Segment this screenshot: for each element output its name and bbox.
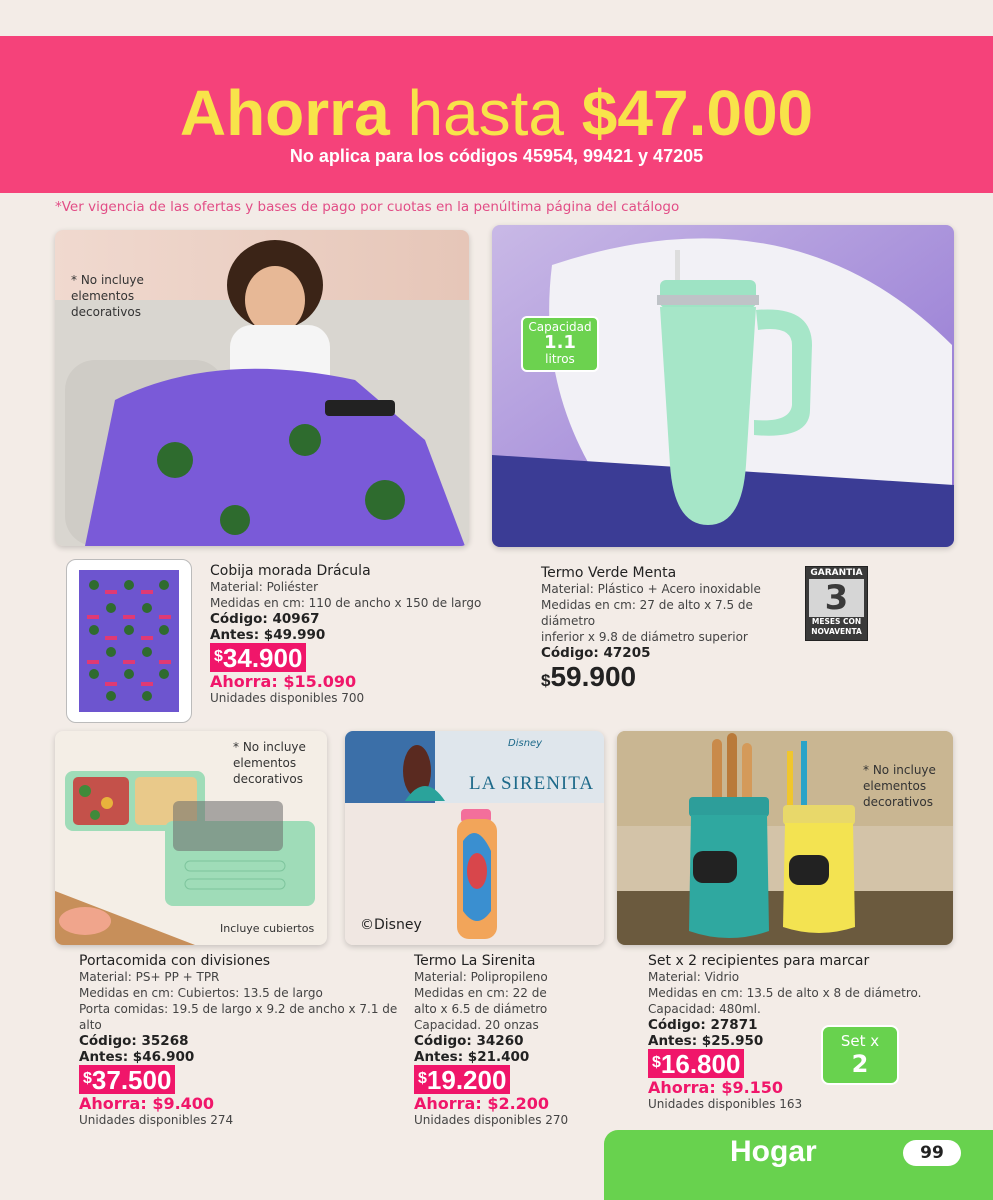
set-label: Set x	[840, 1032, 880, 1050]
product-name: Cobija morada Drácula	[210, 563, 371, 579]
product-units: Unidades disponibles 274	[79, 1113, 234, 1127]
product-price: 34.900	[222, 643, 303, 673]
product-medidas-2: inferior x 9.8 de diámetro superior	[541, 630, 748, 644]
product-price-tag	[648, 1049, 744, 1078]
product-antes: Antes: $46.900	[79, 1049, 195, 1065]
capacidad-unit: litros	[545, 352, 575, 366]
cobija-photo	[55, 230, 469, 546]
banner-subhead: No aplica para los códigos 45954, 99421 y 47205	[289, 146, 704, 166]
product-codigo: Código: 40967	[210, 611, 320, 627]
headline-bold: Ahorra	[179, 77, 390, 149]
cobija-thumbnail	[66, 559, 192, 723]
product-price: 59.900	[550, 661, 637, 692]
cubiertos-note: Incluye cubiertos	[220, 922, 315, 935]
headline-light: hasta	[407, 77, 565, 149]
currency-symbol: $	[83, 1070, 92, 1087]
product-termo-verde	[541, 565, 801, 697]
portacomida-no-decor-note: * No incluye elementos decorativos	[233, 740, 306, 786]
currency-symbol: $	[652, 1054, 661, 1071]
termo-verde-photo	[492, 225, 954, 547]
product-price: 16.800	[660, 1049, 741, 1079]
banner-headline	[0, 78, 993, 148]
product-medidas: Medidas en cm: 110 de ancho x 150 de largo	[210, 596, 482, 610]
product-material: Material: Vidrio	[648, 970, 740, 984]
product-codigo: Código: 47205	[541, 645, 651, 661]
product-material: Material: Polipropileno	[414, 970, 548, 984]
currency-symbol: $	[541, 671, 551, 690]
product-name: Termo Verde Menta	[541, 565, 677, 581]
product-price: 37.500	[91, 1065, 172, 1095]
headline-amount: $47.000	[581, 77, 814, 149]
product-name: Portacomida con divisiones	[79, 953, 271, 969]
product-units: Unidades disponibles 700	[210, 691, 365, 705]
sirenita-title: LA SIRENITA	[469, 773, 595, 794]
product-ahorra: Ahorra: $9.400	[79, 1094, 215, 1113]
product-price-tag	[541, 661, 801, 697]
product-codigo: Código: 35268	[79, 1033, 189, 1049]
garantia-sub-2: NOVAVENTA	[811, 627, 862, 636]
sirenita-brand: Disney	[508, 738, 543, 749]
product-price-tag	[210, 643, 306, 672]
currency-symbol: $	[214, 648, 223, 665]
sirenita-photo	[345, 731, 604, 945]
product-units: Unidades disponibles 270	[414, 1113, 569, 1127]
product-codigo: Código: 34260	[414, 1033, 524, 1049]
disney-copyright: ©Disney	[360, 917, 422, 933]
product-medidas-1: Medidas en cm: 22 de	[414, 986, 547, 1000]
product-ahorra: Ahorra: $2.200	[414, 1094, 550, 1113]
garantia-badge	[805, 566, 868, 641]
product-medidas-1: Medidas en cm: 27 de alto x 7.5 de diámetro	[541, 598, 753, 628]
product-price-tag	[414, 1065, 510, 1094]
currency-symbol: $	[418, 1070, 427, 1087]
cobija-no-decor-note: * No incluye elementos decorativos	[71, 273, 144, 319]
recipientes-no-decor-note: * No incluye elementos decorativos	[863, 763, 936, 809]
product-name: Termo La Sirenita	[414, 953, 536, 969]
product-name: Set x 2 recipientes para marcar	[648, 953, 870, 969]
section-label: Hogar	[730, 1135, 817, 1168]
product-capacidad: Capacidad: 480ml.	[648, 1002, 761, 1016]
product-price: 19.200	[426, 1065, 507, 1095]
product-material: Material: Plástico + Acero inoxidable	[541, 582, 761, 596]
product-medidas-2: alto x 6.5 de diámetro	[414, 1002, 548, 1016]
product-medidas-1: Medidas en cm: Cubiertos: 13.5 de largo	[79, 986, 323, 1000]
capacidad-badge	[521, 316, 599, 372]
product-units: Unidades disponibles 163	[648, 1097, 803, 1111]
product-capacidad: Capacidad. 20 onzas	[414, 1018, 539, 1032]
disclaimer-text: *Ver vigencia de las ofertas y bases de pago por cuotas en la penúltima página del catálogo	[55, 199, 680, 215]
garantia-value: 3	[809, 579, 864, 617]
set-badge	[821, 1025, 899, 1085]
recipientes-photo	[617, 731, 953, 945]
capacidad-value: 1.1	[544, 332, 576, 353]
product-medidas-2: Porta comidas: 19.5 de largo x 9.2 de ancho x 7.1 de alto	[79, 1002, 398, 1032]
product-termo-sirenita	[414, 953, 604, 1127]
set-value: 2	[851, 1050, 869, 1078]
product-ahorra: Ahorra: $15.090	[210, 672, 357, 691]
product-material: Material: PS+ PP + TPR	[79, 970, 220, 984]
product-antes: Antes: $21.400	[414, 1049, 530, 1065]
product-material: Material: Poliéster	[210, 580, 319, 594]
product-codigo: Código: 27871	[648, 1017, 758, 1033]
portacomida-photo	[55, 731, 327, 945]
product-antes: Antes: $49.990	[210, 627, 326, 643]
product-medidas: Medidas en cm: 13.5 de alto x 8 de diámetro.	[648, 986, 922, 1000]
garantia-sub-1: MESES CON	[811, 617, 862, 626]
capacidad-label: Capacidad	[528, 320, 592, 334]
product-antes: Antes: $25.950	[648, 1033, 764, 1049]
page-number: 99	[903, 1140, 961, 1166]
garantia-label: GARANTIA	[810, 568, 863, 578]
product-price-tag	[79, 1065, 175, 1094]
product-ahorra: Ahorra: $9.150	[648, 1078, 784, 1097]
product-portacomida	[79, 953, 399, 1127]
product-cobija	[210, 563, 490, 705]
